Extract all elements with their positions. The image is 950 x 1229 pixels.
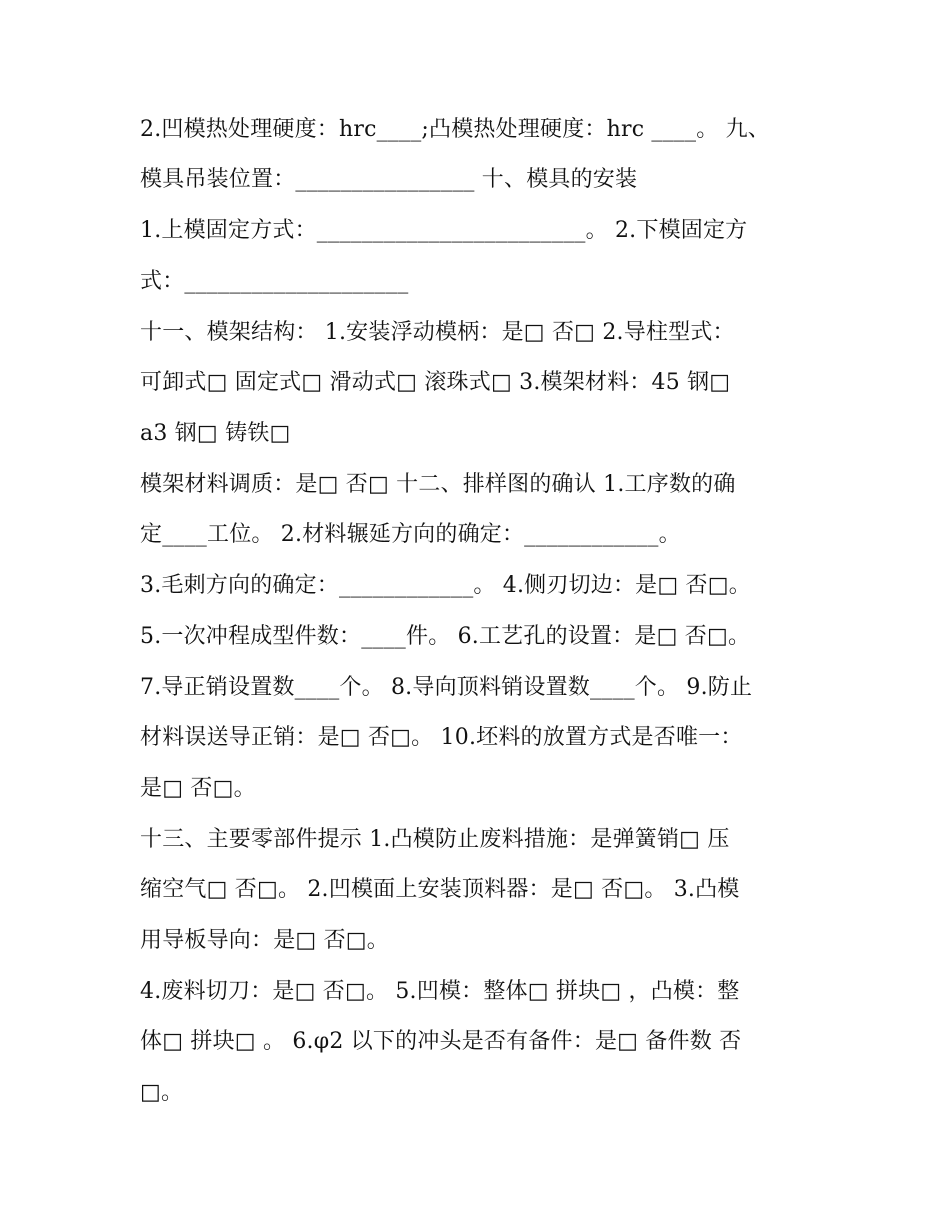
text-line: 模具吊装位置：________________ 十、模具的安装 [140,167,638,192]
text-line: 体□ 拼块□ 。 6.φ2 以下的冲头是否有备件：是□ 备件数 否 [140,1029,742,1054]
text-line: 用导板导向：是□ 否□。 [140,928,389,953]
text-line: 缩空气□ 否□。 2.凹模面上安装顶料器：是□ 否□。 3.凸模 [140,877,740,902]
text-line: 4.废料切刀：是□ 否□。 5.凹模：整体□ 拼块□ ，凸模：整 [140,979,740,1004]
text-line: 十一、模架结构： 1.安装浮动模柄：是□ 否□ 2.导柱型式： [140,320,735,345]
text-line: 可卸式□ 固定式□ 滑动式□ 滚珠式□ 3.模架材料：45 钢□ [140,370,731,395]
text-line: a3 钢□ 铸铁□ [140,421,291,446]
text-line: 定____工位。 2.材料辗延方向的确定：____________。 [140,522,681,547]
text-line: 材料误送导正销：是□ 否□。 10.坯料的放置方式是否唯一： [140,725,743,750]
text-line: 十三、主要零部件提示 1.凸模防止废料措施：是弹簧销□ 压 [140,827,730,852]
text-line: 5.一次冲程成型件数：____件。 6.工艺孔的设置：是□ 否□。 [140,624,751,649]
text-line: 3.毛刺方向的确定：____________。 4.侧刃切边：是□ 否□。 [140,573,751,598]
text-line: □。 [140,1080,184,1105]
text-line: 式：____________________ [140,269,409,294]
text-line: 1.上模固定方式：________________________。 2.下模固定方 [140,218,748,243]
text-line: 2.凹模热处理硬度：hrc____;凸模热处理硬度：hrc ____。 九、 [140,117,771,142]
text-line: 是□ 否□。 [140,776,256,801]
text-line: 模架材料调质：是□ 否□ 十二、排样图的确认 1.工序数的确 [140,472,736,497]
text-line: 7.导正销设置数____个。 8.导向顶料销设置数____个。 9.防止 [140,675,753,700]
